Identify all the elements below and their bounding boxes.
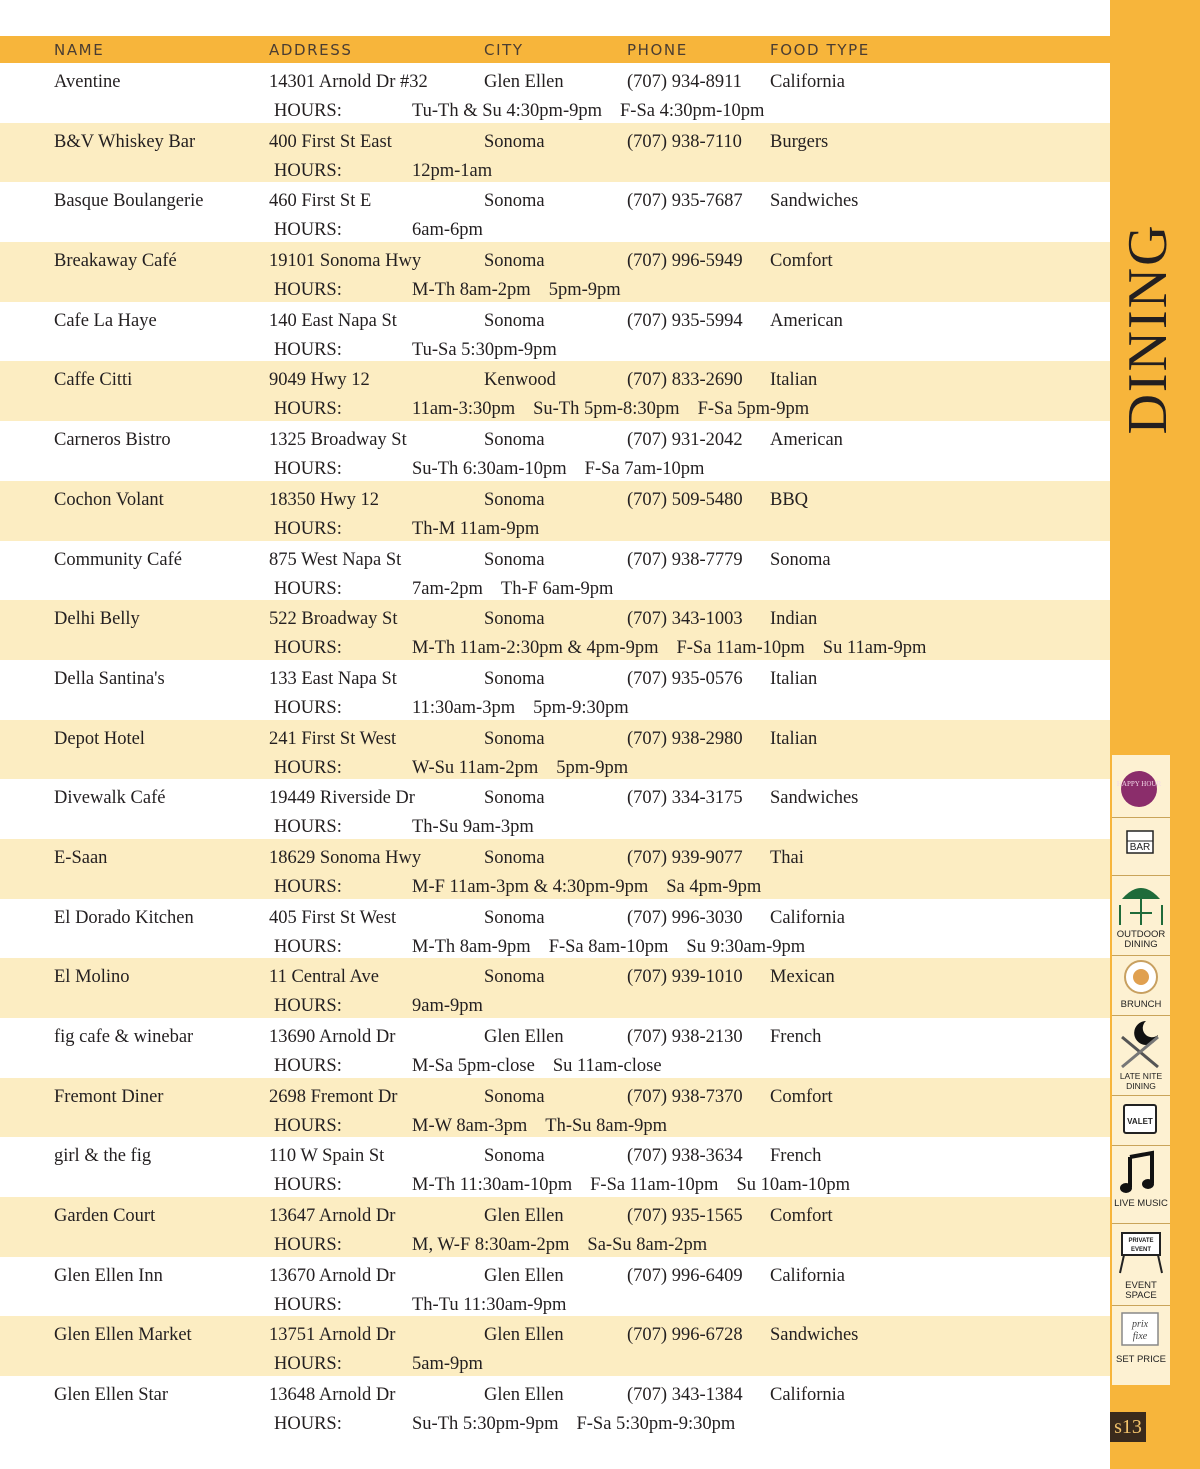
restaurant-name: Delhi Belly [54, 609, 140, 630]
restaurant-food-type: Sandwiches [770, 1325, 859, 1346]
svg-text:HAPPY HOUR: HAPPY HOUR [1116, 780, 1162, 788]
restaurant-hours [412, 1353, 501, 1375]
hours-label: HOURS: [274, 697, 342, 718]
restaurant-address: 18629 Sonoma Hwy [269, 847, 422, 868]
restaurant-city: Glen Ellen [484, 72, 564, 92]
restaurant-name: Basque Boulangerie [54, 191, 204, 212]
hours-segment: M-Th 11:30am-10pm [412, 1175, 573, 1196]
restaurant-city: Glen Ellen [484, 1265, 564, 1286]
hours-label: HOURS: [274, 280, 342, 301]
restaurant-city: Glen Ellen [484, 1206, 564, 1227]
restaurant-phone: (707) 509-5480 [627, 489, 743, 510]
restaurant-city: Sonoma [484, 1086, 545, 1107]
restaurant-row [0, 361, 1110, 421]
restaurant-address: 1325 Broadway St [269, 430, 407, 451]
legend-event-space-label: EVENT SPACE [1125, 1280, 1157, 1301]
hours-segment: Tu-Th & Su 4:30pm-9pm [412, 101, 602, 121]
hours-segment: M-Th 8am-2pm [412, 280, 531, 301]
restaurant-address: 875 West Napa St [269, 549, 402, 570]
hours-label: HOURS: [274, 101, 342, 121]
restaurant-row [0, 421, 1110, 481]
legend-late-nite [1112, 1015, 1170, 1096]
table-header [0, 36, 1110, 63]
hours-label: HOURS: [274, 996, 342, 1017]
hours-segment: Tu-Sa 5:30pm-9pm [412, 339, 557, 360]
restaurant-food-type: California [770, 1385, 846, 1406]
legend-bar [1112, 817, 1170, 876]
restaurant-name: Caffe Citti [54, 370, 133, 391]
top-margin [0, 0, 1110, 36]
restaurant-row [0, 123, 1110, 183]
restaurant-phone: (707) 996-3030 [627, 907, 743, 928]
restaurant-row [0, 839, 1110, 899]
restaurant-name: Glen Ellen Market [54, 1325, 192, 1346]
restaurant-row [0, 302, 1110, 362]
hours-segment: Su-Th 5pm-8:30pm [533, 399, 680, 420]
restaurant-row [0, 660, 1110, 720]
restaurant-address: 13647 Arnold Dr [269, 1206, 396, 1227]
hours-label: HOURS: [274, 1235, 342, 1256]
legend-happy-hour [1112, 755, 1170, 818]
restaurant-hours [412, 339, 575, 361]
hours-segment: F-Sa 11am-10pm [676, 638, 805, 659]
hours-label: HOURS: [274, 1056, 342, 1076]
restaurant-name: Cafe La Haye [54, 310, 157, 331]
restaurant-food-type: Italian [770, 728, 818, 749]
restaurant-hours [412, 100, 782, 122]
hours-label: HOURS: [274, 757, 342, 778]
restaurant-phone: (707) 343-1003 [627, 609, 743, 630]
restaurant-phone: (707) 996-5949 [627, 251, 743, 272]
restaurant-food-type: Comfort [770, 251, 833, 272]
restaurant-address: 405 First St West [269, 907, 397, 928]
restaurant-food-type: American [770, 430, 843, 451]
restaurant-row [0, 1078, 1110, 1138]
restaurant-food-type: Italian [770, 370, 818, 391]
restaurant-address: 133 East Napa St [269, 668, 397, 689]
restaurant-name: Aventine [54, 72, 121, 92]
legend-brunch [1112, 955, 1170, 1016]
restaurant-row [0, 1197, 1110, 1257]
restaurant-row [0, 1018, 1110, 1078]
restaurant-name: Garden Court [54, 1206, 156, 1227]
legend-outdoor-dining [1112, 875, 1170, 956]
restaurant-name: B&V Whiskey Bar [54, 131, 196, 152]
restaurant-hours [412, 578, 631, 600]
hours-label: HOURS: [274, 459, 342, 480]
restaurant-row [0, 1257, 1110, 1317]
restaurant-phone: (707) 996-6409 [627, 1265, 743, 1286]
header-food-type: FOOD TYPE [770, 41, 870, 59]
hours-segment: M, W-F 8:30am-2pm [412, 1235, 570, 1256]
restaurant-phone: (707) 334-3175 [627, 788, 743, 809]
restaurant-hours [412, 219, 501, 241]
restaurant-row [0, 1316, 1110, 1376]
section-title-text: DINING [1117, 223, 1179, 435]
legend-valet [1112, 1095, 1170, 1146]
header-name: NAME [54, 41, 105, 59]
restaurant-city: Glen Ellen [484, 1325, 564, 1346]
hours-segment: Su 11am-close [552, 1056, 662, 1076]
restaurant-row [0, 899, 1110, 959]
restaurant-food-type: French [770, 1027, 822, 1047]
restaurant-name: Fremont Diner [54, 1086, 164, 1107]
hours-label: HOURS: [274, 817, 342, 838]
restaurant-address: 241 First St West [269, 728, 397, 749]
hours-segment: F-Sa 5:30pm-9:30pm [576, 1414, 736, 1435]
restaurant-city: Sonoma [484, 907, 545, 928]
restaurant-address: 9049 Hwy 12 [269, 370, 370, 391]
restaurant-name: Cochon Volant [54, 489, 164, 510]
restaurant-phone: (707) 935-5994 [627, 310, 743, 331]
restaurant-address: 522 Broadway St [269, 609, 398, 630]
hours-segment: Su-Th 6:30am-10pm [412, 459, 567, 480]
header-phone: PHONE [627, 41, 688, 59]
restaurant-hours [412, 1413, 753, 1435]
brunch-icon [1112, 955, 1170, 999]
header-address: ADDRESS [269, 41, 353, 59]
restaurant-city: Sonoma [484, 191, 545, 212]
restaurant-food-type: California [770, 72, 846, 92]
restaurant-name: E-Saan [54, 847, 108, 868]
restaurant-hours [412, 816, 552, 838]
restaurant-phone: (707) 938-3634 [627, 1146, 743, 1167]
restaurant-address: 19449 Riverside Dr [269, 788, 415, 809]
restaurant-city: Sonoma [484, 967, 545, 988]
hours-segment: F-Sa 8am-10pm [548, 936, 669, 957]
restaurant-city: Sonoma [484, 1146, 545, 1167]
restaurant-row [0, 1376, 1110, 1436]
restaurant-hours [412, 160, 510, 182]
legend-outdoor-dining-label: OUTDOOR DINING [1116, 929, 1166, 950]
restaurant-name: Glen Ellen Inn [54, 1265, 163, 1286]
hours-segment: Sa 4pm-9pm [666, 876, 762, 897]
hours-label: HOURS: [274, 638, 342, 659]
hours-segment: M-W 8am-3pm [412, 1115, 528, 1136]
restaurant-hours [412, 995, 501, 1017]
svg-text:PRIVATE: PRIVATE [1128, 1238, 1154, 1244]
restaurant-name: Della Santina's [54, 668, 165, 689]
hours-label: HOURS: [274, 1414, 342, 1435]
restaurant-phone: (707) 935-1565 [627, 1206, 743, 1227]
hours-label: HOURS: [274, 1354, 342, 1375]
restaurant-hours [412, 936, 823, 958]
restaurant-food-type: Sonoma [770, 549, 831, 570]
hours-segment: 5pm-9pm [548, 280, 621, 301]
hours-segment: Th-Su 8am-9pm [545, 1115, 668, 1136]
restaurant-hours [412, 1055, 680, 1077]
restaurant-address: 400 First St East [269, 131, 392, 152]
hours-segment: 7am-2pm [412, 578, 483, 599]
hours-segment: M-Th 11am-2:30pm & 4pm-9pm [412, 638, 659, 659]
legend-set-price [1112, 1305, 1170, 1385]
hours-segment: 11am-3:30pm [412, 399, 516, 420]
restaurant-city: Sonoma [484, 847, 545, 868]
bar-icon [1112, 817, 1170, 875]
restaurant-row [0, 63, 1110, 123]
restaurant-phone: (707) 996-6728 [627, 1325, 743, 1346]
hours-segment: Th-Su 9am-3pm [412, 817, 534, 838]
hours-label: HOURS: [274, 936, 342, 957]
restaurant-name: El Molino [54, 967, 130, 988]
set-price-icon [1112, 1305, 1170, 1355]
hours-segment: F-Sa 11am-10pm [590, 1175, 719, 1196]
hours-segment: M-Sa 5pm-close [412, 1056, 535, 1076]
restaurant-phone: (707) 938-7370 [627, 1086, 743, 1107]
hours-segment: 5pm-9:30pm [533, 697, 629, 718]
restaurant-name: girl & the fig [54, 1146, 152, 1167]
restaurant-row [0, 958, 1110, 1018]
restaurant-food-type: Sandwiches [770, 191, 859, 212]
hours-label: HOURS: [274, 1175, 342, 1196]
restaurant-hours [412, 279, 639, 301]
restaurant-food-type: Indian [770, 609, 818, 630]
restaurant-phone: (707) 938-2130 [627, 1027, 743, 1047]
hours-segment: Su 9:30am-9pm [686, 936, 806, 957]
restaurant-row [0, 242, 1110, 302]
restaurant-city: Sonoma [484, 251, 545, 272]
restaurant-city: Sonoma [484, 430, 545, 451]
hours-segment: F-Sa 4:30pm-10pm [620, 101, 765, 121]
hours-segment: F-Sa 5pm-9pm [697, 399, 810, 420]
svg-text:prix: prix [1131, 1319, 1149, 1330]
restaurant-city: Sonoma [484, 668, 545, 689]
section-title [1117, 222, 1179, 437]
restaurant-city: Sonoma [484, 310, 545, 331]
restaurant-address: 18350 Hwy 12 [269, 489, 379, 510]
legend-brunch-label: BRUNCH [1120, 999, 1162, 1010]
restaurant-row [0, 779, 1110, 839]
hours-segment: 5pm-9pm [556, 757, 629, 778]
restaurant-city: Sonoma [484, 728, 545, 749]
restaurant-food-type: California [770, 1265, 846, 1286]
restaurant-name: Divewalk Café [54, 788, 166, 809]
restaurant-food-type: Sandwiches [770, 788, 859, 809]
hours-segment: W-Su 11am-2pm [412, 757, 539, 778]
restaurant-name: Glen Ellen Star [54, 1385, 169, 1406]
restaurant-food-type: Thai [770, 847, 804, 868]
restaurant-row [0, 541, 1110, 601]
restaurant-address: 19101 Sonoma Hwy [269, 251, 422, 272]
restaurant-name: fig cafe & winebar [54, 1027, 194, 1047]
outdoor-dining-icon [1112, 875, 1170, 931]
restaurant-city: Glen Ellen [484, 1385, 564, 1406]
restaurant-name: Depot Hotel [54, 728, 145, 749]
restaurant-food-type: Italian [770, 668, 818, 689]
restaurant-city: Sonoma [484, 489, 545, 510]
restaurant-address: 14301 Arnold Dr #32 [269, 72, 428, 92]
hours-segment: Su-Th 5:30pm-9pm [412, 1414, 559, 1435]
hours-label: HOURS: [274, 518, 342, 539]
restaurant-food-type: Comfort [770, 1206, 833, 1227]
restaurant-city: Sonoma [484, 609, 545, 630]
restaurant-city: Sonoma [484, 131, 545, 152]
restaurant-phone: (707) 935-7687 [627, 191, 743, 212]
restaurant-food-type: Mexican [770, 967, 835, 988]
hours-segment: 6am-6pm [412, 220, 483, 241]
restaurant-phone: (707) 939-9077 [627, 847, 743, 868]
hours-label: HOURS: [274, 220, 342, 241]
restaurant-phone: (707) 938-7779 [627, 549, 743, 570]
restaurant-city: Sonoma [484, 549, 545, 570]
legend-event-space [1112, 1223, 1170, 1306]
hours-label: HOURS: [274, 1294, 342, 1315]
restaurant-hours [412, 458, 722, 480]
restaurant-food-type: Burgers [770, 131, 829, 152]
svg-text:EVENT: EVENT [1130, 1247, 1152, 1253]
restaurant-address: 460 First St E [269, 191, 372, 212]
restaurant-hours [412, 697, 647, 719]
hours-label: HOURS: [274, 399, 342, 420]
restaurant-name: Carneros Bistro [54, 430, 171, 451]
restaurant-food-type: BBQ [770, 489, 809, 510]
hours-segment: Sa-Su 8am-2pm [587, 1235, 708, 1256]
restaurant-row [0, 481, 1110, 541]
restaurant-name: Breakaway Café [54, 251, 177, 272]
amenity-legend [1112, 755, 1170, 1385]
svg-text:fixe: fixe [1132, 1331, 1148, 1342]
restaurant-city: Glen Ellen [484, 1027, 564, 1047]
restaurant-row [0, 1137, 1110, 1197]
restaurant-address: 13670 Arnold Dr [269, 1265, 396, 1286]
restaurant-phone: (707) 935-0576 [627, 668, 743, 689]
hours-segment: Th-Tu 11:30am-9pm [412, 1294, 567, 1315]
restaurant-phone: (707) 931-2042 [627, 430, 743, 451]
late-nite-dining-icon [1112, 1015, 1170, 1071]
hours-segment: 11:30am-3pm [412, 697, 516, 718]
restaurant-phone: (707) 938-7110 [627, 131, 742, 152]
restaurant-address: 2698 Fremont Dr [269, 1086, 398, 1107]
restaurant-address: 110 W Spain St [269, 1146, 385, 1167]
restaurant-hours [412, 1294, 584, 1316]
restaurant-phone: (707) 934-8911 [627, 72, 742, 92]
hours-label: HOURS: [274, 339, 342, 360]
restaurant-hours [412, 876, 779, 898]
restaurant-phone: (707) 938-2980 [627, 728, 743, 749]
valet-icon [1112, 1095, 1170, 1145]
restaurant-name: El Dorado Kitchen [54, 907, 194, 928]
legend-live-music-label: LIVE MUSIC [1114, 1198, 1168, 1209]
restaurant-row [0, 182, 1110, 242]
legend-set-price-label: SET PRICE [1116, 1354, 1166, 1365]
hours-segment: F-Sa 7am-10pm [584, 459, 705, 480]
restaurant-phone: (707) 939-1010 [627, 967, 743, 988]
svg-text:VALET: VALET [1127, 1117, 1153, 1126]
restaurant-hours [412, 637, 944, 659]
restaurant-food-type: Comfort [770, 1086, 833, 1107]
restaurant-food-type: French [770, 1146, 822, 1167]
legend-live-music [1112, 1145, 1170, 1224]
restaurant-phone: (707) 833-2690 [627, 370, 743, 391]
page-number: s13 [1110, 1412, 1146, 1442]
hours-segment: Th-F 6am-9pm [500, 578, 614, 599]
legend-late-nite-label: LATE NITE DINING [1119, 1071, 1163, 1091]
restaurant-address: 13648 Arnold Dr [269, 1385, 396, 1406]
restaurant-list [0, 63, 1110, 1436]
hours-segment: Su 10am-10pm [736, 1175, 851, 1196]
hours-segment: Su 11am-9pm [822, 638, 927, 659]
restaurant-name: Community Café [54, 549, 182, 570]
restaurant-hours [412, 1115, 685, 1137]
restaurant-hours [412, 398, 827, 420]
restaurant-address: 13751 Arnold Dr [269, 1325, 396, 1346]
restaurant-food-type: American [770, 310, 843, 331]
event-space-icon [1112, 1223, 1170, 1281]
hours-label: HOURS: [274, 876, 342, 897]
hours-label: HOURS: [274, 578, 342, 599]
restaurant-address: 140 East Napa St [269, 310, 397, 331]
restaurant-row [0, 600, 1110, 660]
restaurant-food-type: California [770, 907, 846, 928]
restaurant-city: Sonoma [484, 788, 545, 809]
hours-label: HOURS: [274, 1115, 342, 1136]
restaurant-address: 13690 Arnold Dr [269, 1027, 396, 1047]
header-city: CITY [484, 41, 524, 59]
hours-segment: M-F 11am-3pm & 4:30pm-9pm [412, 876, 649, 897]
restaurant-hours [412, 1174, 868, 1196]
restaurant-row [0, 720, 1110, 780]
hours-segment: 9am-9pm [412, 996, 483, 1017]
svg-text:BAR: BAR [1129, 842, 1151, 853]
live-music-icon [1112, 1145, 1170, 1197]
hours-label: HOURS: [274, 160, 342, 181]
restaurant-city: Kenwood [484, 370, 556, 391]
restaurant-hours [412, 518, 557, 540]
hours-segment: 5am-9pm [412, 1354, 483, 1375]
restaurant-phone: (707) 343-1384 [627, 1385, 743, 1406]
restaurant-hours [412, 1234, 725, 1256]
restaurant-hours [412, 757, 646, 779]
hours-segment: M-Th 8am-9pm [412, 936, 531, 957]
hours-segment: 12pm-1am [412, 160, 493, 181]
happy-hour-icon [1112, 755, 1170, 817]
hours-segment: Th-M 11am-9pm [412, 518, 540, 539]
restaurant-address: 11 Central Ave [269, 967, 379, 988]
